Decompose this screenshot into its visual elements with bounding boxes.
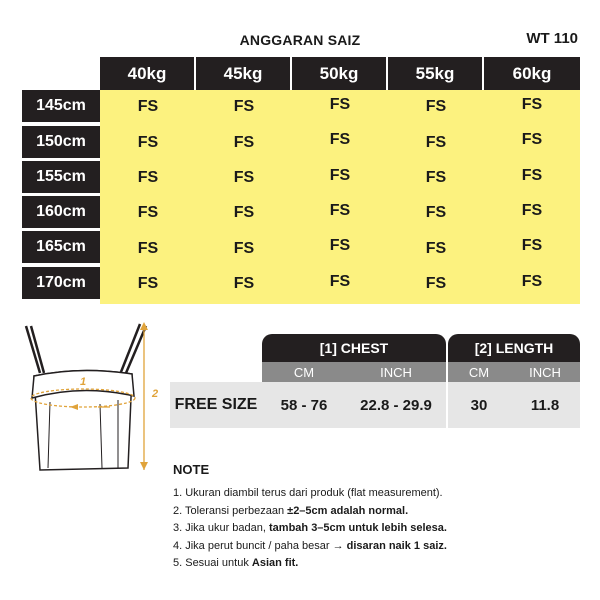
chest-inch-label: INCH [346,362,446,382]
height-header-170: 170cm [22,267,100,299]
size-cell: FS [329,237,351,254]
size-cell: FS [425,134,447,151]
note-item-2: 2. Toleransi perbezaan ±2–5cm adalah normal. [173,504,409,517]
length-cm-value: 30 [448,382,510,428]
size-cell: FS [233,98,255,115]
size-cell: FS [425,169,447,186]
height-header-145: 145cm [22,90,100,122]
size-cell: FS [233,169,255,186]
note-item-1: 1. Ukuran diambil terus dari produk (flat measurement). [173,487,443,499]
length-header: [2] LENGTH [448,334,580,362]
notes-list [173,485,447,573]
length-marker: 2 [152,388,159,400]
weight-header-50: 50kg [292,57,388,90]
size-cell: FS [521,237,543,254]
height-header-160: 160cm [22,196,100,228]
size-cell: FS [329,167,351,184]
garment-illustration [20,318,170,476]
height-header-150: 150cm [22,126,100,158]
size-cell: FS [521,131,543,148]
chart-title: ANGGARAN SAIZ [239,32,361,48]
size-cell: FS [425,275,447,292]
size-cell: FS [137,169,159,186]
size-cell: FS [137,275,159,292]
size-cell: FS [329,131,351,148]
weight-header-55: 55kg [388,57,484,90]
size-cell: FS [425,204,447,221]
chest-cm-value: 58 - 76 [262,382,346,428]
size-cell: FS [233,240,255,257]
size-cell: FS [425,240,447,257]
free-size-label: FREE SIZE [170,382,262,428]
size-cell: FS [137,240,159,257]
size-cell: FS [137,98,159,115]
chest-cm-label: CM [262,362,346,382]
size-cell: FS [521,167,543,184]
length-inch-value: 11.8 [510,382,580,428]
note-item-5: 5. Sesuai untuk Asian fit. [173,557,299,569]
size-cell: FS [521,273,543,290]
size-cell: FS [521,96,543,113]
size-cell: FS [329,96,351,113]
size-cell: FS [329,273,351,290]
size-cell: FS [233,134,255,151]
size-grid [100,90,580,304]
note-title: NOTE [173,462,210,477]
size-cell: FS [329,202,351,219]
note-item-4: 4. Jika perut buncit / paha besar → disaran naik 1 saiz. [173,539,447,552]
size-cell: FS [233,204,255,221]
size-cell: FS [233,275,255,292]
length-cm-label: CM [448,362,510,382]
size-cell: FS [137,134,159,151]
note-item-3: 3. Jika ukur badan, tambah 3–5cm untuk lebih selesa. [173,522,447,534]
size-cell: FS [425,98,447,115]
chest-marker: 1 [80,376,87,388]
size-cell: FS [137,204,159,221]
chest-inch-value: 22.8 - 29.9 [346,382,446,428]
weight-header-60: 60kg [484,57,580,90]
height-header-165: 165cm [22,231,100,263]
product-code: WT 110 [526,30,578,47]
weight-header-45: 45kg [196,57,292,90]
length-inch-label: INCH [510,362,580,382]
height-header-155: 155cm [22,161,100,193]
weight-header-40: 40kg [100,57,196,90]
size-cell: FS [521,202,543,219]
chest-header: [1] CHEST [262,334,446,362]
